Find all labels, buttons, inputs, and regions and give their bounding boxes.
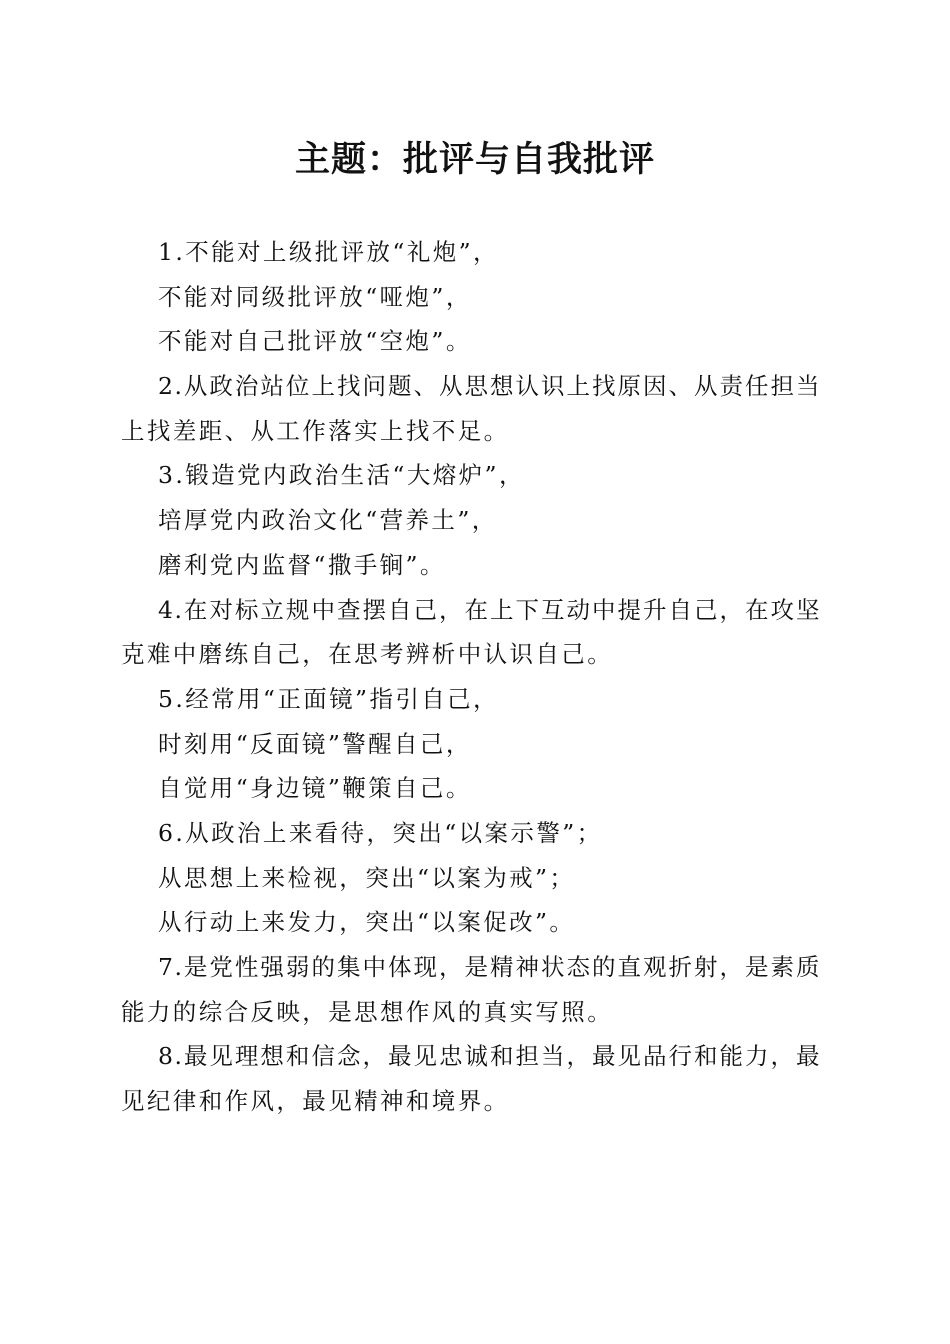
text-line: 从行动上来发力，突出“以案促改”。 xyxy=(158,908,576,937)
text-line: 3.锻造党内政治生活“大熔炉”， xyxy=(158,461,525,490)
text-line: 从思想上来检视，突出“以案为戒”； xyxy=(158,863,576,892)
text-line: 培厚党内政治文化“营养土”， xyxy=(158,506,498,535)
text-line: 2.从政治站位上找问题、从思想认识上找原因、从责任担当 xyxy=(158,372,821,401)
text-line: 8.最见理想和信念，最见忠诚和担当，最见品行和能力，最 xyxy=(158,1042,821,1071)
text-line: 时刻用“反面镜”警醒自己， xyxy=(158,729,472,758)
text-line: 见纪律和作风，最见精神和境界。 xyxy=(121,1087,510,1116)
document-body xyxy=(121,230,821,1124)
text-line: 磨利党内监督“撒手锏”。 xyxy=(158,550,446,579)
text-line: 克难中磨练自己，在思考辨析中认识自己。 xyxy=(121,640,614,669)
text-line: 5.经常用“正面镜”指引自己， xyxy=(158,684,499,713)
text-line: 1.不能对上级批评放“礼炮”， xyxy=(158,238,499,266)
text-line: 6.从政治上来看待，突出“以案示警”； xyxy=(158,818,603,847)
text-line: 不能对自己批评放“空炮”。 xyxy=(158,327,472,356)
document-title: 主题：批评与自我批评 xyxy=(294,140,655,180)
text-line: 不能对同级批评放“哑炮”， xyxy=(158,282,472,311)
text-line: 能力的综合反映，是思想作风的真实写照。 xyxy=(121,997,614,1026)
text-line: 4.在对标立规中查摆自己，在上下互动中提升自己，在攻坚 xyxy=(158,595,821,624)
text-line: 上找差距、从工作落实上找不足。 xyxy=(121,416,510,445)
text-line: 7.是党性强弱的集中体现，是精神状态的直观折射，是素质 xyxy=(158,953,821,981)
text-line: 自觉用“身边镜”鞭策自己。 xyxy=(158,774,472,803)
